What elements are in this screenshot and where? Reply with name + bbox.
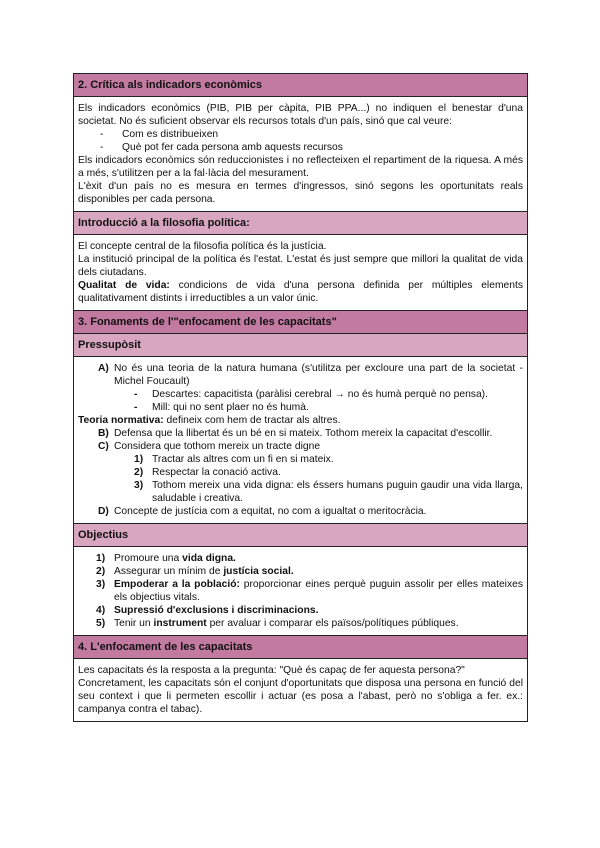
- section-2-body: [74, 97, 527, 212]
- s2-paragraph-1: Els indicadors econòmics (PIB, PIB per càpita, PIB PPA...) no indiquen el benestar d'una societat. No és suficient observar els recursos totals d'un país, sinó que cal veure:: [78, 103, 523, 127]
- section-3-header: 3. Fonaments de l'"enfocament de les capacitats": [74, 311, 527, 334]
- teoria-normativa: Teoria normativa: defineix com hem de tractar als altres.: [78, 415, 341, 426]
- item-a: A) No és una teoria de la natura humana (s'utilitza per excloure una part de la societat - Michel Foucault): [98, 363, 523, 387]
- pressuposit-header: Pressupòsit: [74, 334, 527, 357]
- item-a-sub-1: - Descartes: capacitista (paràlisi cerebral → no és humà perquè no pensa).: [134, 389, 488, 400]
- objectiu-item: 1) Promoure una vida digna.: [96, 553, 236, 564]
- section-4-header: 4. L'enfocament de les capacitats: [74, 636, 527, 659]
- item-d: D) Concepte de justícia com a equitat, no com a igualtat o meritocràcia.: [98, 506, 427, 517]
- item-b: B) Defensa que la llibertat és un bé en si mateix. Tothom mereix la capacitat d'escollir.: [98, 428, 493, 439]
- section-4-body: [74, 659, 527, 721]
- document-table: [73, 73, 528, 722]
- intro-header: Introducció a la filosofia política:: [74, 212, 527, 235]
- objectius-header: Objectius: [74, 524, 527, 547]
- item-c-sub-2: 2) Respectar la conació activa.: [134, 467, 281, 478]
- section-2-header: 2. Crítica als indicadors econòmics: [74, 74, 527, 97]
- objectiu-item: 4) Supressió d'exclusions i discriminacions.: [96, 605, 319, 616]
- objectiu-item: 5) Tenir un instrument per avaluar i comparar els països/polítiques públiques.: [96, 618, 459, 629]
- item-c-sub-3: 3) Tothom mereix una vida digna: els éssers humans puguin gaudir una vida llarga, saludable i creativa.: [134, 480, 523, 504]
- item-a-sub-2: - Mill: qui no sent plaer no és humà.: [134, 402, 309, 413]
- s2-paragraph-2: Els indicadors econòmics són reduccionistes i no reflecteixen el repartiment de la riquesa. A més a més, s'utilitzen per a la fal·làcia del mesurament.: [78, 155, 523, 179]
- item-c-sub-1: 1) Tractar als altres com un fi en si mateix.: [134, 454, 334, 465]
- intro-paragraph-3: Qualitat de vida: condicions de vida d'una persona definida per múltiples elements qualitativament distints i irreductibles a un valor únic.: [78, 280, 523, 304]
- s4-paragraph-2: Concretament, les capacitats són el conjunt d'oportunitats que disposa una persona en funció del seu context i que li permeten escollir i actuar (es posa a l'abast, però no s'obliga a fer. ex.: campanya contra el tabac).: [78, 678, 523, 715]
- s2-bullet-2: - Què pot fer cada persona amb aquests recursos: [100, 142, 343, 153]
- item-c: C) Considera que tothom mereix un tracte digne: [98, 441, 321, 452]
- objectiu-item: 2) Assegurar un mínim de justícia social.: [96, 566, 294, 577]
- intro-paragraph-1: El concepte central de la filosofia política és la justícia.: [78, 241, 327, 252]
- intro-body: [74, 235, 527, 311]
- intro-paragraph-2: La institució principal de la política és l'estat. L'estat és just sempre que millori la qualitat de vida dels ciutadans.: [78, 254, 523, 278]
- pressuposit-body: [74, 357, 527, 524]
- s2-paragraph-3: L'èxit d'un país no es mesura en termes d'ingressos, sinó segons les oportunitats reals disponibles per cada persona.: [78, 181, 523, 205]
- objectius-body: [74, 547, 527, 636]
- s4-paragraph-1: Les capacitats és la resposta a la pregunta: "Què és capaç de fer aquesta persona?": [78, 665, 465, 676]
- s2-bullet-1: - Com es distribueixen: [100, 129, 219, 140]
- objectiu-item: 3) Empoderar a la població: proporcionar eines perquè puguin assolir per elles mateixes els objectius vitals.: [96, 579, 523, 603]
